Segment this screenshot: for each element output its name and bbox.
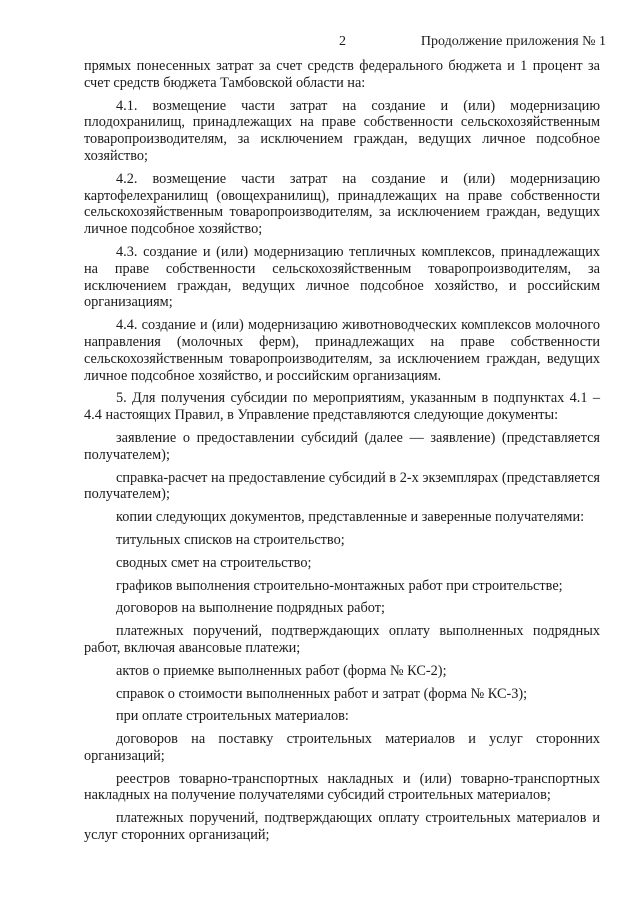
document-body	[84, 58, 600, 850]
paragraph-intro-continuation: прямых понесенных затрат за счет средств федерального бюджета и 1 процент за счет средств бюджета Тамбовской области на:	[84, 58, 600, 91]
page-header	[0, 34, 640, 54]
list-item-copies: копии следующих документов, представленные и заверенные получателями:	[116, 509, 585, 526]
paragraph-4-4: 4.4. создание и (или) модернизацию животноводческих комплексов молочного направления (молочных ферм), принадлежащих на праве собственности сельскохозяйственным товаропроизводителям, за исключением граждан, ведущих личное подсобное хозяйство, и российским организациям.	[84, 317, 600, 384]
list-item-application: заявление о предоставлении субсидий (далее — заявление) (представляется получателем);	[84, 429, 600, 463]
appendix-continuation-label: Продолжение приложения № 1	[420, 34, 606, 49]
paragraph-4-3: 4.3. создание и (или) модернизацию тепличных комплексов, принадлежащих на праве собственности сельскохозяйственным товаропроизводителям, за исключением граждан, ведущих личное подсобное хозяйство, и российским организациям;	[84, 243, 600, 311]
list-item-estimates: сводных смет на строительство;	[116, 554, 312, 571]
list-item-supply-contracts: договоров на поставку строительных материалов и услуг сторонних организаций;	[84, 731, 600, 764]
page-number: 2	[339, 34, 346, 49]
list-item-ks3: справок о стоимости выполненных работ и затрат (форма № КС-3);	[116, 685, 528, 702]
list-item-materials-heading: при оплате строительных материалов:	[116, 708, 349, 725]
list-item-calculation: справка-расчет на предоставление субсидий в 2-х экземплярах (представляется получателем);	[84, 469, 600, 503]
list-item-payment-orders: платежных поручений, подтверждающих оплату выполненных подрядных работ, включая авансовые платежи;	[84, 623, 600, 656]
list-item-title-lists: титульных списков на строительство;	[116, 531, 345, 548]
paragraph-5: 5. Для получения субсидии по мероприятиям, указанным в подпунктах 4.1 – 4.4 настоящих Правил, в Управление представляются следующие документы:	[84, 390, 600, 424]
paragraph-4-2: 4.2. возмещение части затрат на создание и (или) модернизацию картофелехранилищ (овощехранилищ), принадлежащих на праве собственности сельскохозяйственным товаропроизводителям, за исключением граждан, ведущих личное подсобное хозяйство;	[84, 170, 600, 238]
list-item-material-payments: платежных поручений, подтверждающих оплату строительных материалов и услуг сторонних организаций;	[84, 810, 600, 844]
list-item-contracts: договоров на выполнение подрядных работ;	[116, 600, 385, 617]
paragraph-4-1: 4.1. возмещение части затрат на создание и (или) модернизацию плодохранилищ, принадлежащих на праве собственности сельскохозяйственным товаропроизводителям, за исключением граждан, ведущих личное подсобное хозяйство;	[84, 97, 600, 164]
list-item-schedules: графиков выполнения строительно-монтажных работ при строительстве;	[116, 577, 563, 594]
list-item-waybill-registers: реестров товарно-транспортных накладных и (или) товарно-транспортных накладных на получение получателями субсидий строительных материалов;	[84, 770, 600, 804]
list-item-ks2: актов о приемке выполненных работ (форма № КС-2);	[116, 662, 447, 679]
